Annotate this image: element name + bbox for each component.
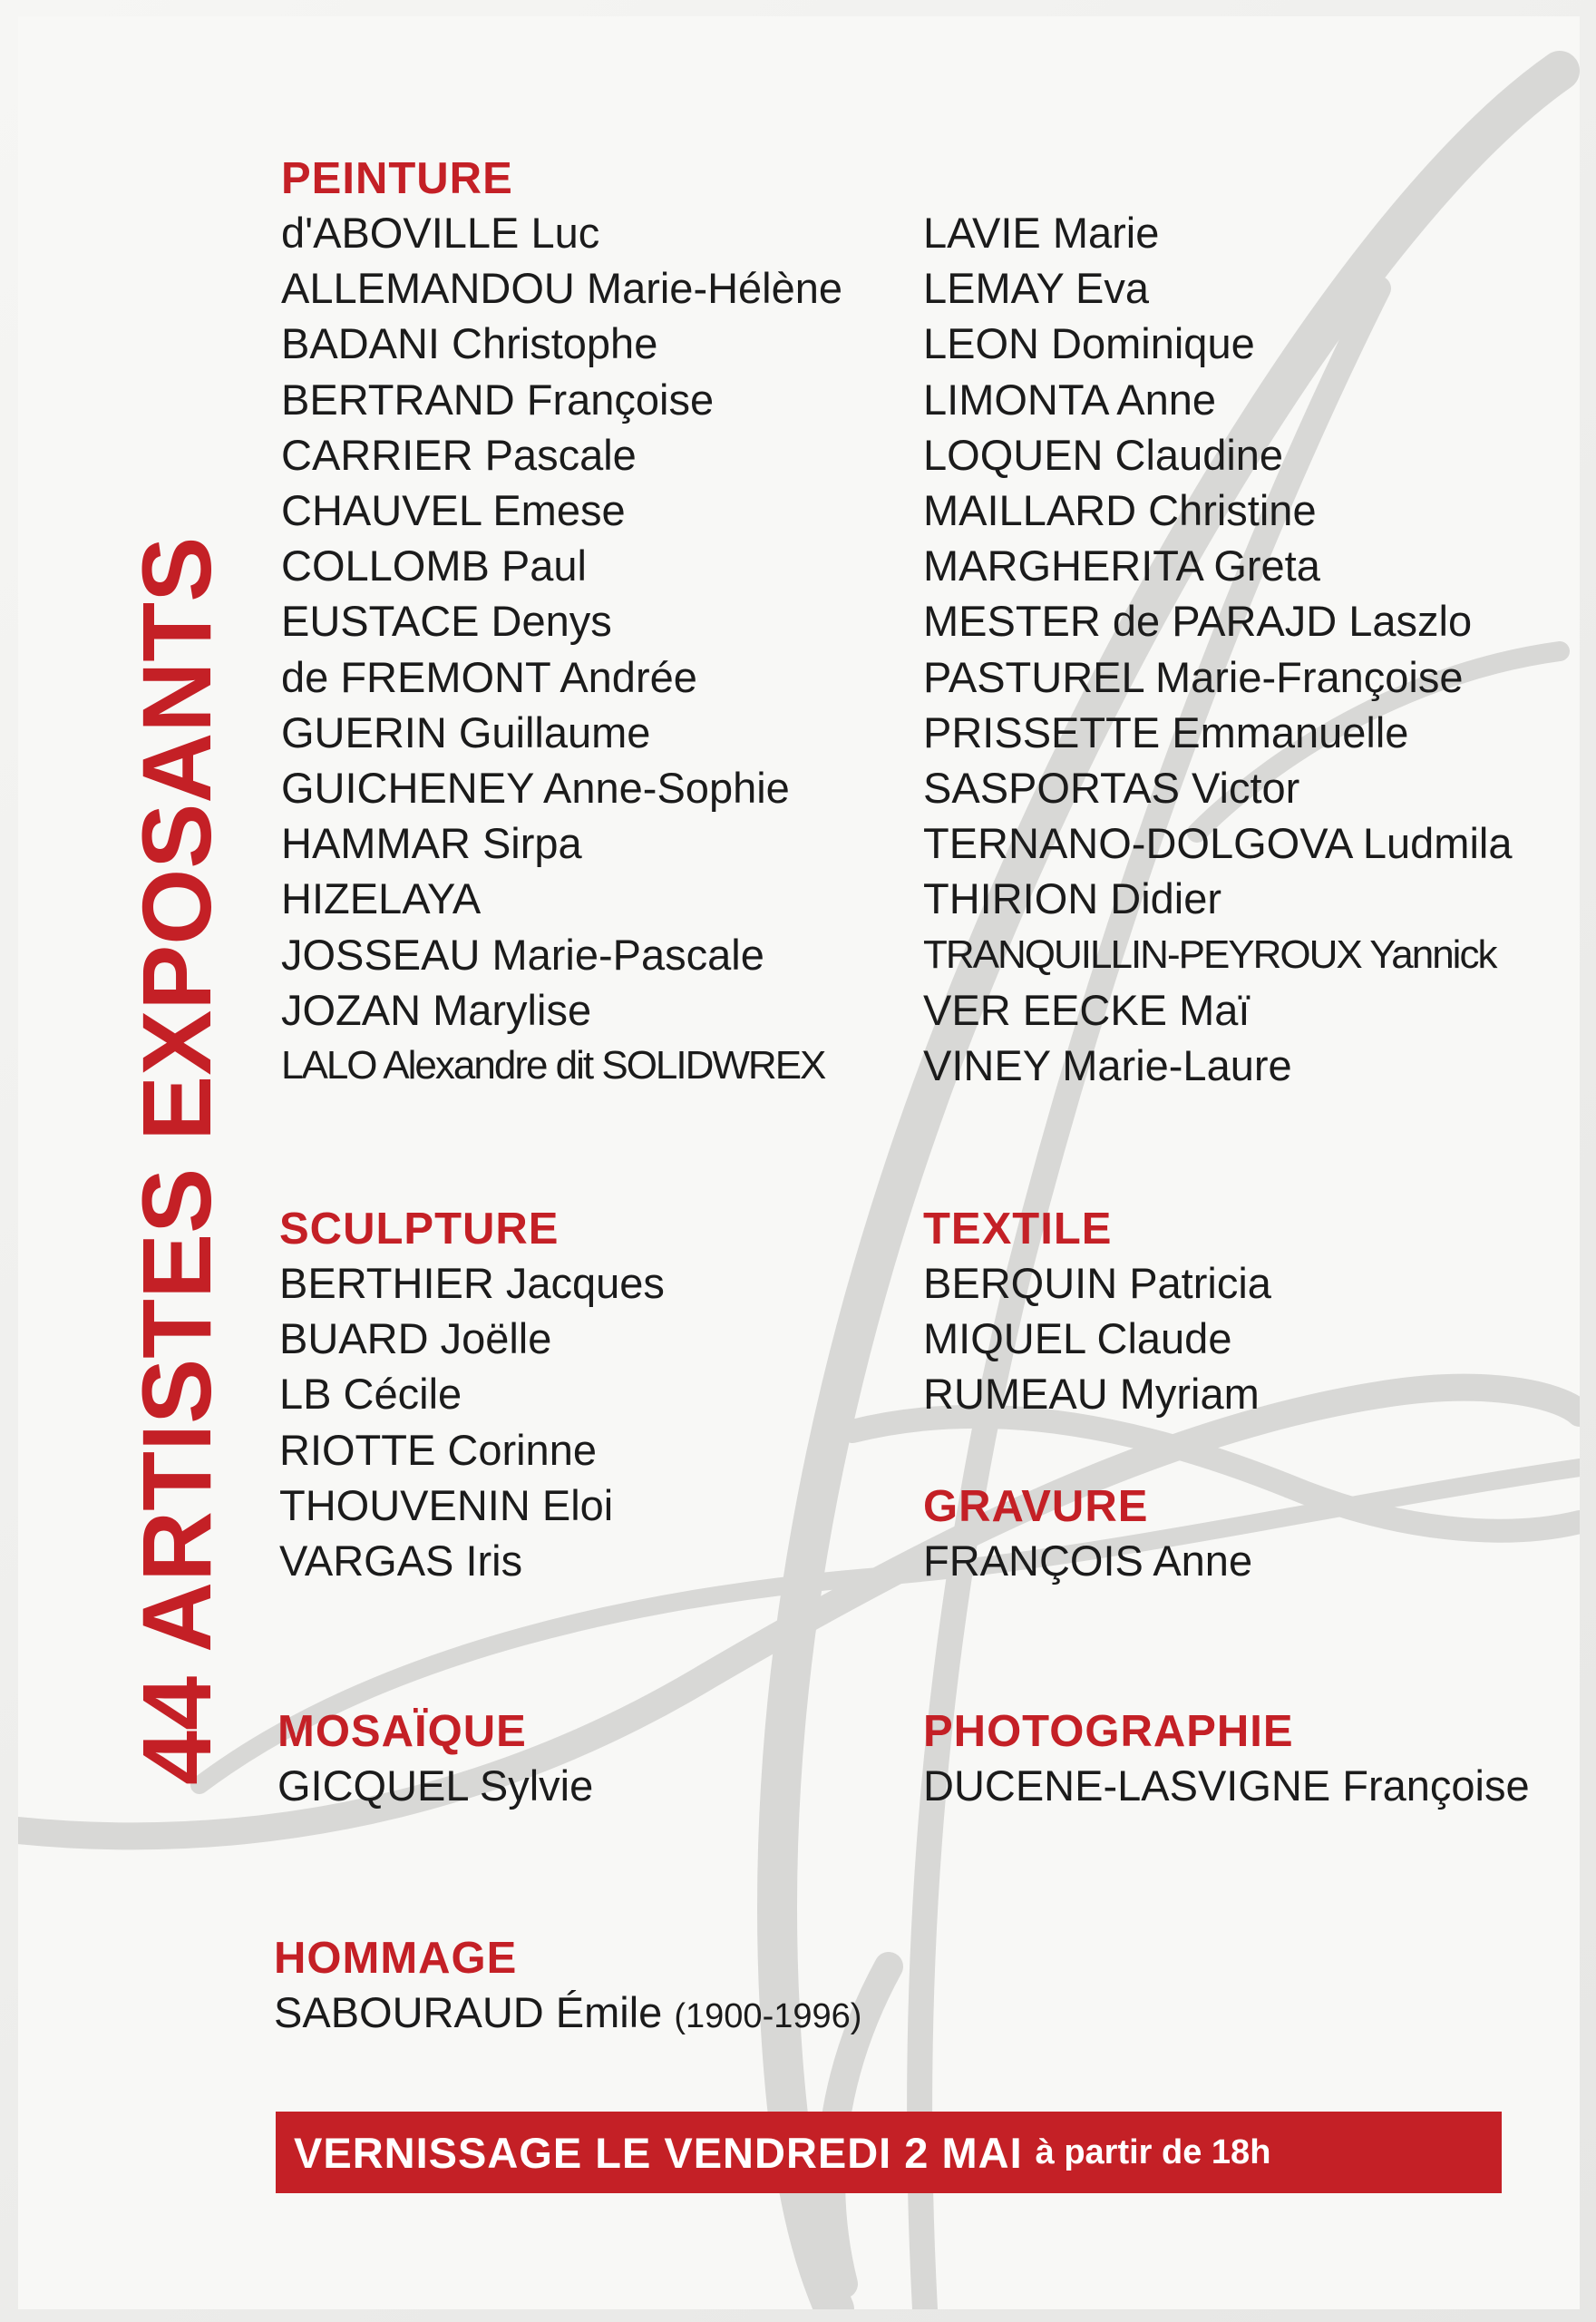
artist-list-textile [923, 1255, 1271, 1422]
artist-name: d'ABOVILLE Luc [281, 209, 600, 257]
hommage-years: (1900-1996) [674, 1997, 862, 2035]
artist-name: MESTER de PARAJD Laszlo [923, 597, 1473, 646]
artist-name: PASTUREL Marie-Françoise [923, 652, 1464, 701]
artist-list-hommage [274, 1985, 861, 2044]
artist-list-gravure [923, 1533, 1252, 1588]
artist-name: GUERIN Guillaume [281, 707, 651, 756]
artist-name: RUMEAU Myriam [923, 1370, 1260, 1419]
artist-name: de FREMONT Andrée [281, 652, 697, 701]
hommage-name: SABOURAUD Émile [274, 1988, 663, 2036]
artist-name: JOSSEAU Marie-Pascale [281, 930, 764, 979]
artist-name: CHAUVEL Emese [281, 486, 626, 535]
vernissage-banner [276, 2112, 1502, 2193]
artist-name: ALLEMANDOU Marie-Hélène [281, 264, 843, 313]
artist-name: BERTHIER Jacques [279, 1259, 665, 1307]
artist-name: LOQUEN Claudine [923, 430, 1284, 479]
artist-name: EUSTACE Denys [281, 597, 612, 646]
section-sculpture [279, 1203, 665, 1588]
artist-name: BUARD Joëlle [279, 1314, 552, 1363]
artist-name: TRANQUILLIN-PEYROUX Yannick [923, 932, 1496, 977]
artist-name: THOUVENIN Eloi [279, 1480, 614, 1529]
section-mosaique [277, 1705, 593, 1813]
artist-name: LB Cécile [279, 1370, 462, 1419]
section-gravure [923, 1480, 1252, 1588]
artist-name: BERTRAND Françoise [281, 375, 715, 424]
section-heading-gravure: GRAVURE [923, 1482, 1149, 1531]
section-heading-peinture: PEINTURE [281, 154, 513, 203]
section-heading-photographie: PHOTOGRAPHIE [923, 1707, 1294, 1756]
artist-list-sculpture [279, 1255, 665, 1588]
artist-list-mosaique [277, 1758, 593, 1813]
section-heading-hommage: HOMMAGE [274, 1934, 518, 1983]
artist-name: VER EECKE Maï [923, 985, 1251, 1034]
section-hommage [274, 1932, 861, 2044]
vernissage-time: à partir de 18h [1035, 2132, 1271, 2171]
artist-name: GICQUEL Sylvie [277, 1761, 594, 1810]
artist-name: LEMAY Eva [923, 264, 1150, 313]
artist-name: MAILLARD Christine [923, 486, 1317, 535]
artist-name: FRANÇOIS Anne [923, 1537, 1253, 1585]
section-heading-textile: TEXTILE [923, 1205, 1113, 1254]
artist-name: RIOTTE Corinne [279, 1425, 597, 1474]
flyer-card [18, 16, 1580, 2309]
section-photographie [923, 1705, 1530, 1813]
artist-name: LIMONTA Anne [923, 375, 1217, 424]
artist-name: VARGAS Iris [279, 1537, 523, 1585]
artist-name: LALO Alexandre dit SOLIDWREX [281, 1043, 825, 1088]
section-peinture-col2 [923, 205, 1512, 1093]
artist-name: GUICHENEY Anne-Sophie [281, 764, 790, 813]
section-peinture [281, 152, 842, 1093]
artist-name: THIRION Didier [923, 874, 1222, 923]
artist-name: HIZELAYA [281, 874, 482, 923]
artist-name: CARRIER Pascale [281, 430, 637, 479]
artist-name: VINEY Marie-Laure [923, 1041, 1292, 1090]
artist-name: PRISSETTE Emmanuelle [923, 707, 1409, 756]
section-textile [923, 1203, 1271, 1422]
artist-list-peinture-col2 [923, 205, 1512, 1093]
section-heading-sculpture: SCULPTURE [279, 1205, 560, 1254]
artist-name: JOZAN Marylise [281, 985, 592, 1034]
artist-name: LEON Dominique [923, 319, 1255, 368]
vernissage-date: VERNISSAGE LE VENDREDI 2 MAI [294, 2128, 1023, 2177]
artist-name: HAMMAR Sirpa [281, 819, 582, 868]
page-title: 44 ARTISTES EXPOSANTS [122, 536, 231, 1785]
artist-name: MARGHERITA Greta [923, 541, 1320, 590]
artist-name: BADANI Christophe [281, 319, 658, 368]
section-heading-mosaique: MOSAÏQUE [277, 1707, 527, 1756]
artist-name: BERQUIN Patricia [923, 1259, 1271, 1307]
artist-name: MIQUEL Claude [923, 1314, 1232, 1363]
artist-name: LAVIE Marie [923, 209, 1160, 257]
artist-name: SASPORTAS Victor [923, 764, 1300, 813]
artist-list-photographie [923, 1758, 1530, 1813]
artist-name: COLLOMB Paul [281, 541, 587, 590]
artist-name: TERNANO-DOLGOVA Ludmila [923, 819, 1513, 868]
artist-name: DUCENE-LASVIGNE Françoise [923, 1761, 1530, 1810]
artist-list-peinture-col1 [281, 205, 842, 1093]
artist-name [274, 1985, 861, 2044]
